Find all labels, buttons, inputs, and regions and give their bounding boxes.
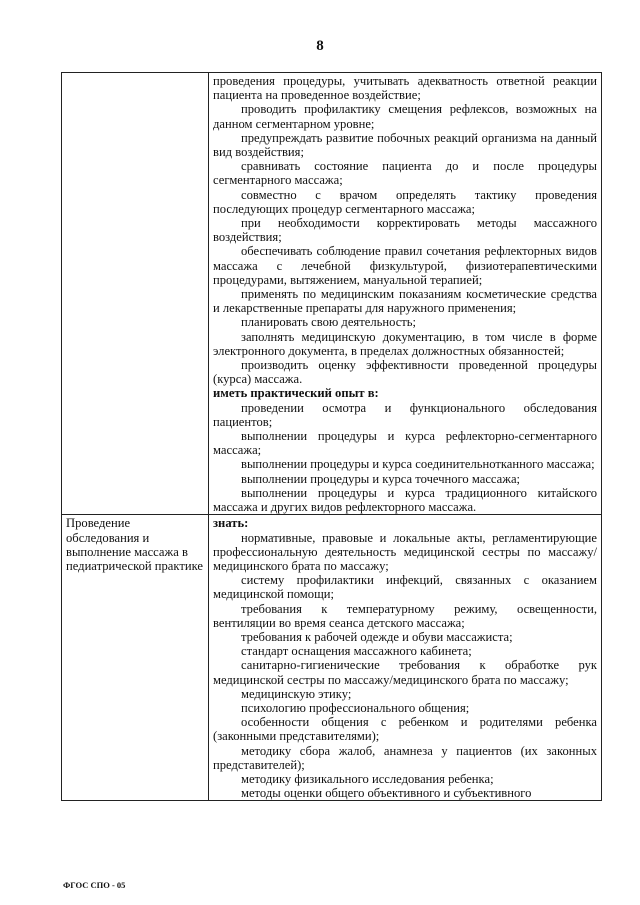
list-item: выполнении процедуры и курса рефлекторно-сегментарного массажа; (213, 429, 597, 458)
list-item: медицинскую этику; (241, 686, 352, 701)
list-item: совместно с врачом определять тактику проведения последующих процедур сегментарного массажа; (213, 187, 597, 216)
list-item: стандарт оснащения массажного кабинета; (241, 644, 472, 659)
list-item: особенности общения с ребенком и родителями ребенка (законными представителями); (213, 715, 597, 744)
list-item: выполнении процедуры и курса соединительнотканного массажа; (241, 457, 595, 472)
list-item: выполнении процедуры и курса традиционного китайского массажа и других видов рефлекторного массажа. (213, 485, 597, 515)
section-heading: знать: (213, 516, 249, 531)
table-cell-left: Проведение обследования и выполнение массажа в педиатрической практике (62, 515, 209, 801)
list-item: методику физикального исследования ребенка; (241, 771, 494, 786)
list-item: требования к рабочей одежде и обуви массажиста; (241, 629, 513, 644)
section-heading: иметь практический опыт в: (213, 386, 379, 401)
list-item: при необходимости корректировать методы массажного воздействия; (213, 216, 597, 245)
list-item: проведении осмотра и функционального обследования пациентов; (213, 400, 597, 429)
list-item: психологию профессионального общения; (241, 700, 470, 715)
list-item: выполнении процедуры и курса точечного массажа; (241, 471, 521, 486)
list-item: методику сбора жалоб, анамнеза у пациентов (их законных представителей); (213, 743, 597, 772)
list-item: проводить профилактику смещения рефлексов, возможных на данном сегментарном уровне; (213, 102, 597, 131)
list-item: применять по медицинским показаниям косметические средства и лекарственные препараты для наружного применения; (213, 287, 597, 316)
list-item: требования к температурному режиму, освещенности, вентиляции во время сеанса детского массажа; (213, 601, 597, 630)
table-cell-left (62, 73, 209, 515)
list-item: проведения процедуры, учитывать адекватность ответной реакции пациента на проведенное воздействие; (213, 74, 597, 103)
footer-label: ФГОС СПО - 05 (63, 880, 126, 890)
list-item: сравнивать состояние пациента до и после процедуры сегментарного массажа; (213, 159, 597, 188)
table-cell-right (209, 515, 602, 801)
table-cell-right (209, 73, 602, 515)
list-item: предупреждать развитие побочных реакций организма на данный вид воздействия; (213, 130, 597, 160)
list-item: нормативные, правовые и локальные акты, регламентирующие профессиональную деятельность медицинской сестры по массажу/медицинского брата по массажу; (213, 530, 597, 573)
list-item: производить оценку эффективности проведенной процедуры (курса) массажа. (213, 358, 597, 387)
list-item: планировать свою деятельность; (241, 315, 417, 330)
list-item: санитарно-гигиенические требования к обработке рук медицинской сестры по массажу/медицинского брата по массажу; (213, 658, 597, 687)
list-item: методы оценки общего объективного и субъективного (241, 786, 532, 801)
competency-table (61, 72, 602, 801)
table-row (62, 515, 602, 801)
page-number: 8 (316, 38, 324, 54)
list-item: систему профилактики инфекций, связанных с оказанием медицинской помощи; (213, 573, 597, 602)
list-item: заполнять медицинскую документацию, в том числе в форме электронного документа, в пределах должностных обязанностей; (213, 329, 597, 358)
list-item: обеспечивать соблюдение правил сочетания рефлекторных видов массажа с лечебной физкультурой, физиотерапевтическими процедурами, вытяжением, мануальной терапией; (213, 244, 597, 287)
table-row (62, 73, 602, 515)
